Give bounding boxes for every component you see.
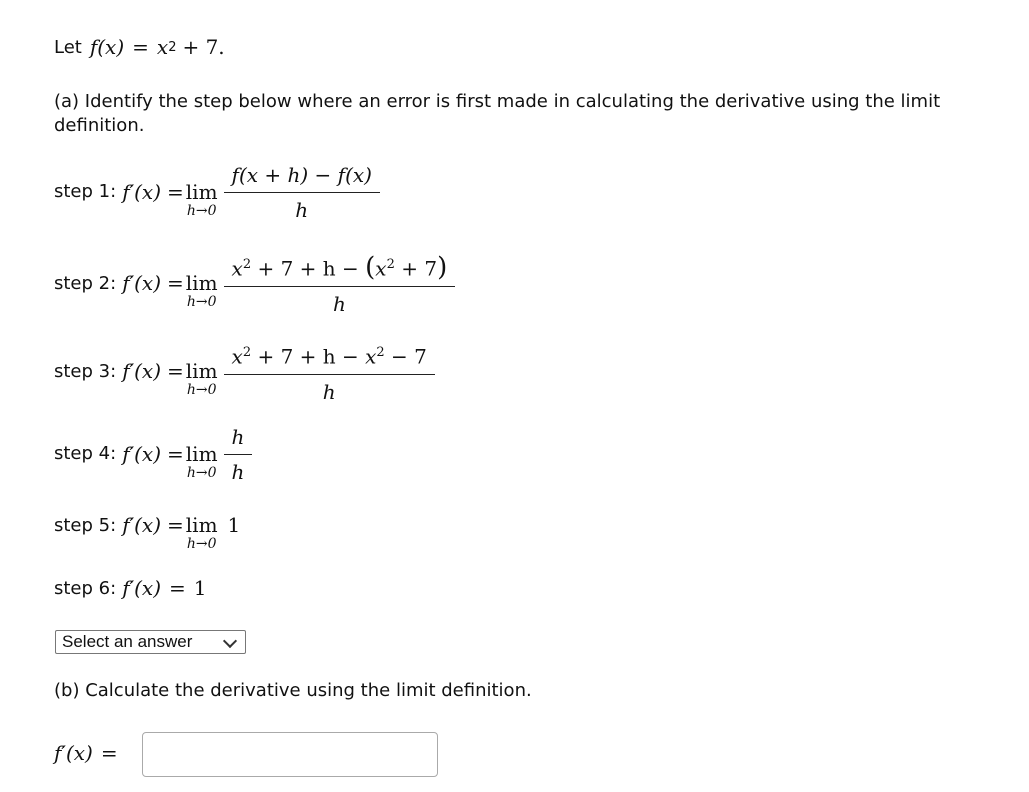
step-lhs: f′(x) [122,441,162,466]
numerator: $x^2 + 7 + h - x^2 - 7$ [231,344,427,369]
chevron-down-icon [223,634,237,648]
intro-let: Let [54,36,82,58]
step-value: 1 [193,576,207,600]
limit-operator: lim h→0 [185,271,218,311]
fraction [228,424,249,483]
derivative-answer-input[interactable] [142,732,438,777]
step-label: step 2: [54,272,117,294]
step-6: step 6: f′(x) = 1 [54,576,207,600]
fraction [228,340,431,403]
denominator: h [224,192,380,221]
step-4: step 4: f′(x) = lim h→0 $\frac{h}{h}$ [54,424,248,483]
step-value: 1 [227,513,241,537]
intro-equals: = [132,35,149,59]
step-5: step 5: f′(x) = lim h→0 1 [54,513,241,552]
intro-x: x [156,35,169,59]
intro-line [54,35,225,59]
fraction [228,162,376,221]
step-lhs: f′(x) [122,576,162,600]
numerator: f(x + h) − f(x) [231,163,372,187]
fraction [228,252,452,315]
step-label: step 4: [54,443,117,464]
step-lhs: f′(x) [122,271,162,296]
limit-operator: lim h→0 [185,513,218,552]
step-label: step 6: [54,577,117,599]
step-1: step 1: f′(x) = lim h→0 $\frac{f(x + h) - f(x)}{h}$ [54,162,376,221]
limit-operator: lim h→0 [185,359,218,399]
intro-function: f(x) [89,35,125,59]
answer-select[interactable] [55,630,246,654]
step-label: step 5: [54,514,117,536]
select-label: Select an answer [62,632,193,651]
step-label: step 1: [54,181,117,202]
step-2: step 2: f′(x) = lim h→0 $\frac{x^2 + 7 + h - (x^2 + 7)}{h}$ [54,252,451,315]
part-b-lhs: f′(x) = [54,741,118,765]
step-lhs: f′(x) [122,513,162,537]
numerator: $x^2 + 7 + h - (x^2 + 7)$ [231,252,448,283]
limit-operator: lim h→0 [185,441,218,481]
intro-exponent: 2 [168,39,177,55]
denominator: h [224,286,456,315]
denominator: h [224,374,435,403]
step-label: step 3: [54,360,117,382]
step-lhs: f′(x) [122,359,162,384]
limit-operator: lim h→0 [185,179,218,219]
intro-rest: + 7. [182,35,225,59]
numerator: h [231,425,245,449]
step-lhs: f′(x) [122,179,162,204]
step-3: step 3: f′(x) = lim h→0 $\frac{x^2 + 7 + h - x^2 - 7}{h}$ [54,340,431,403]
part-a-prompt: (a) Identify the step below where an error is first made in calculating the derivative using the limit definition. [54,91,941,136]
denominator: h [224,454,253,483]
part-b-prompt: (b) Calculate the derivative using the limit definition. [54,680,532,701]
